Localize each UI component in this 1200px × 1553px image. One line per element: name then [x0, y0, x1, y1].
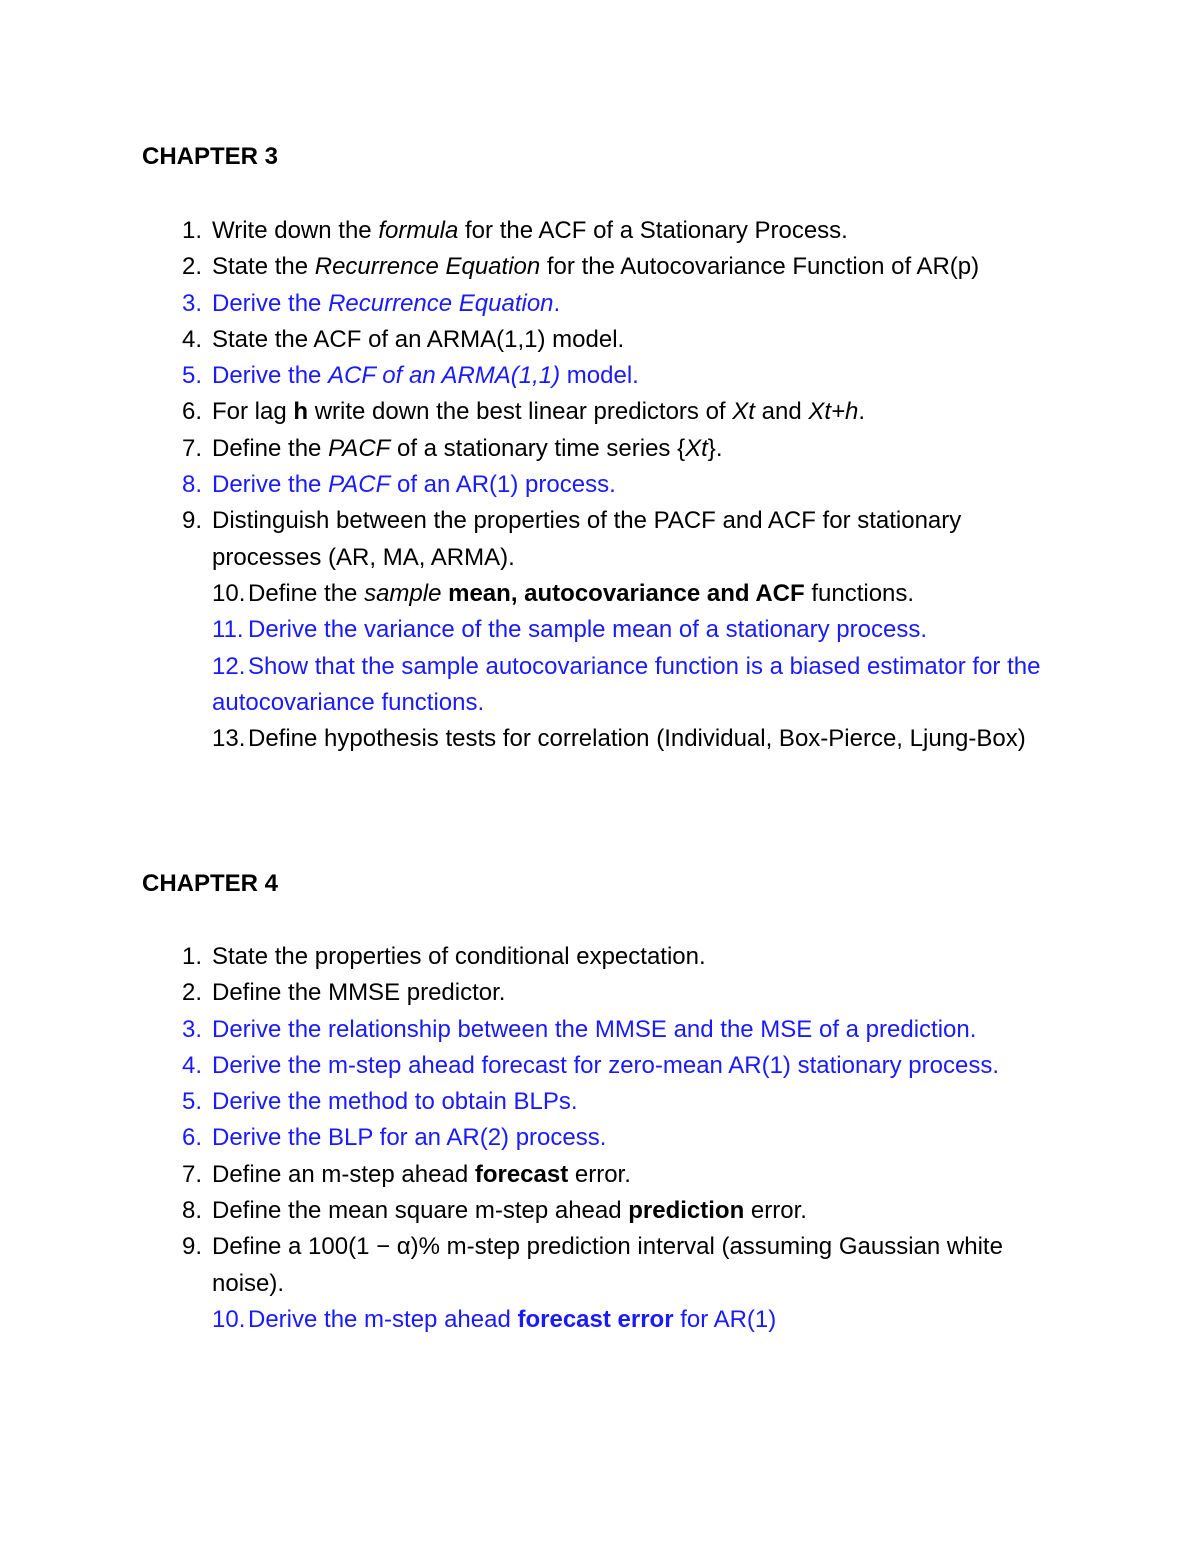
question-text-segment: mean, autocovariance and ACF	[441, 579, 805, 607]
question-text-segment: Define hypothesis tests for correlation (Individual, Box-Pierce, Ljung-Box)	[248, 725, 1026, 753]
question-text-segment: ACF of an ARMA(1,1)	[328, 362, 561, 390]
question-item	[0, 431, 1072, 467]
question-item	[0, 1012, 1072, 1048]
question-item	[0, 1120, 1072, 1156]
question-number: 9.	[181, 1233, 202, 1261]
question-item	[0, 286, 1072, 322]
question-text-segment: State the properties of conditional expectation.	[212, 943, 706, 970]
question-item	[0, 1229, 1072, 1302]
question-number: 7.	[181, 1160, 202, 1188]
question-number: 12.	[212, 652, 246, 680]
question-text-segment: Derive the method to obtain BLPs.	[212, 1088, 578, 1116]
chapter-4-question-list	[0, 939, 1072, 1338]
chapter-3-question-list	[0, 213, 1072, 757]
question-text-segment: PACF	[328, 434, 391, 462]
question-number: 8.	[181, 471, 202, 499]
question-text-segment: For lag	[212, 398, 294, 426]
question-number: 6.	[181, 398, 202, 426]
question-item	[0, 213, 1072, 249]
question-text-segment: State the	[212, 253, 315, 281]
question-text-segment: of an AR(1) process.	[390, 471, 616, 499]
question-item	[0, 322, 1072, 358]
question-text-segment: error.	[568, 1160, 631, 1188]
question-number: 7.	[181, 434, 202, 462]
question-text-segment: Xt+h	[808, 398, 859, 426]
question-number: 4.	[181, 325, 202, 353]
chapter-4-heading: CHAPTER 4	[142, 870, 279, 897]
question-text-segment: Derive the	[212, 471, 329, 499]
question-number: 9.	[181, 507, 202, 535]
question-number: 10.	[212, 1305, 246, 1333]
question-item	[0, 394, 1072, 430]
question-text-segment: Derive the variance of the sample mean of a stationary process.	[248, 616, 928, 644]
question-number: 10.	[212, 579, 246, 607]
question-number: 3.	[181, 289, 202, 317]
question-item	[0, 1084, 1072, 1120]
question-text-segment: Derive the	[212, 362, 329, 390]
question-item	[0, 1302, 1072, 1338]
question-text-segment: Show that the sample autocovariance function is a biased estimator for the autocovariance functions.	[212, 652, 1041, 716]
question-item	[0, 612, 1072, 648]
question-text-segment: formula	[378, 217, 459, 244]
question-item	[0, 467, 1072, 503]
question-text-segment: Distinguish between the properties of the PACF and ACF for stationary processes (AR, MA, ARMA).	[212, 507, 962, 571]
question-text-segment: functions.	[804, 579, 915, 607]
question-text-segment: model.	[560, 362, 639, 390]
question-number: 2.	[181, 979, 202, 1007]
question-number: 2.	[181, 253, 202, 281]
question-text-segment: Derive the m-step ahead forecast for zero-mean AR(1) stationary process.	[212, 1051, 1000, 1079]
question-text-segment: Derive the	[212, 289, 329, 317]
question-text-segment: for the Autocovariance Function of AR(p)	[540, 253, 980, 281]
chapter-3-heading: CHAPTER 3	[142, 143, 279, 170]
question-item	[0, 503, 1072, 576]
question-text-segment: Define the	[212, 434, 329, 462]
question-number: 1.	[181, 217, 202, 244]
question-text-segment: State the ACF of an ARMA(1,1) model.	[212, 325, 625, 353]
question-text-segment: h	[293, 398, 309, 426]
question-item	[0, 939, 1072, 975]
question-item	[0, 649, 1072, 722]
question-number: 13.	[212, 725, 246, 753]
question-item	[0, 975, 1072, 1011]
question-number: 6.	[181, 1124, 202, 1152]
question-text-segment: for AR(1)	[673, 1305, 777, 1333]
question-text-segment: .	[553, 289, 561, 317]
question-text-segment: PACF	[328, 471, 391, 499]
question-number: 8.	[181, 1197, 202, 1225]
question-item	[0, 721, 1072, 757]
question-item	[0, 1048, 1072, 1084]
question-text-segment: forecast error	[517, 1305, 674, 1333]
question-item	[0, 249, 1072, 285]
question-text-segment: Derive the m-step ahead	[248, 1305, 518, 1333]
question-text-segment: .	[858, 398, 866, 426]
question-text-segment: for the ACF of a Stationary Process.	[458, 217, 848, 244]
question-text-segment: }.	[707, 434, 723, 462]
question-item	[0, 576, 1072, 612]
question-item	[0, 358, 1072, 394]
question-text-segment: Derive the relationship between the MMSE and the MSE of a prediction.	[212, 1015, 977, 1043]
question-number: 4.	[181, 1051, 202, 1079]
question-text-segment: of a stationary time series {	[390, 434, 686, 462]
question-text-segment: Recurrence Equation	[314, 253, 541, 281]
question-text-segment: sample	[364, 579, 442, 607]
question-number: 11.	[212, 616, 244, 644]
question-item	[0, 1157, 1072, 1193]
question-number: 3.	[181, 1015, 202, 1043]
question-text-segment: error.	[744, 1197, 807, 1225]
question-text-segment: Xt	[732, 398, 755, 426]
question-text-segment: Define a 100(1 − α)% m-step prediction interval (assuming Gaussian white noise).	[212, 1233, 1003, 1297]
question-text-segment: Derive the BLP for an AR(2) process.	[212, 1124, 607, 1152]
question-number: 1.	[181, 943, 202, 970]
question-text-segment: and	[754, 398, 809, 426]
question-number: 5.	[181, 1088, 202, 1116]
question-text-segment: Write down the	[212, 217, 379, 244]
question-text-segment: Recurrence Equation	[328, 289, 554, 317]
question-text-segment: Define the mean square m-step ahead	[212, 1197, 629, 1225]
question-number: 5.	[181, 362, 202, 390]
question-text-segment: forecast	[474, 1160, 569, 1188]
question-text-segment: Define an m-step ahead	[212, 1160, 475, 1188]
question-text-segment: Xt	[685, 434, 708, 462]
question-item	[0, 1193, 1072, 1229]
question-text-segment: Define the	[248, 579, 365, 607]
question-text-segment: Define the MMSE predictor.	[212, 979, 506, 1007]
question-text-segment: prediction	[628, 1197, 745, 1225]
question-text-segment: write down the best linear predictors of	[308, 398, 733, 426]
